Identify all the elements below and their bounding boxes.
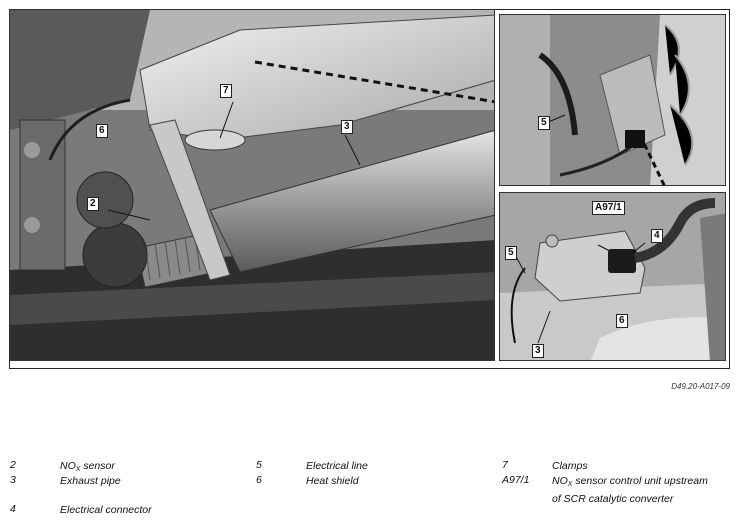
legend-num: 4 [10, 503, 16, 515]
legend-label: Heat shield [306, 475, 359, 487]
callout-5-inset-bottom: 5 [505, 246, 517, 260]
legend-num: A97/1 [502, 474, 530, 486]
legend-num: 3 [10, 474, 16, 486]
callout-2: 2 [87, 197, 99, 211]
main-photo [9, 9, 495, 361]
callout-3: 3 [341, 120, 353, 134]
callout-a97-1: A97/1 [592, 201, 625, 215]
callout-3-inset-bottom: 3 [532, 344, 544, 358]
legend-label: Exhaust pipe [60, 475, 121, 487]
legend-num: 5 [256, 459, 262, 471]
legend-label: $NO_X$ sensor [60, 460, 115, 473]
callout-4: 4 [651, 229, 663, 243]
callout-5-inset-top: 5 [538, 116, 550, 130]
inset-photo-bottom [499, 192, 726, 361]
legend-label: $NO_X$ sensor control unit upstream of SCR catalytic converter [552, 475, 708, 505]
legend-num: 7 [502, 459, 508, 471]
callout-6: 6 [96, 124, 108, 138]
legend-num: 6 [256, 474, 262, 486]
callout-6-inset-bottom: 6 [616, 314, 628, 328]
inset-photo-top [499, 14, 726, 186]
legend-num: 2 [10, 459, 16, 471]
document-code: D49.20-A017-09 [671, 382, 730, 391]
legend-label: Clamps [552, 460, 588, 472]
callout-7: 7 [220, 84, 232, 98]
legend [0, 456, 740, 522]
legend-label: Electrical line [306, 460, 368, 472]
legend-label: Electrical connector [60, 504, 152, 516]
